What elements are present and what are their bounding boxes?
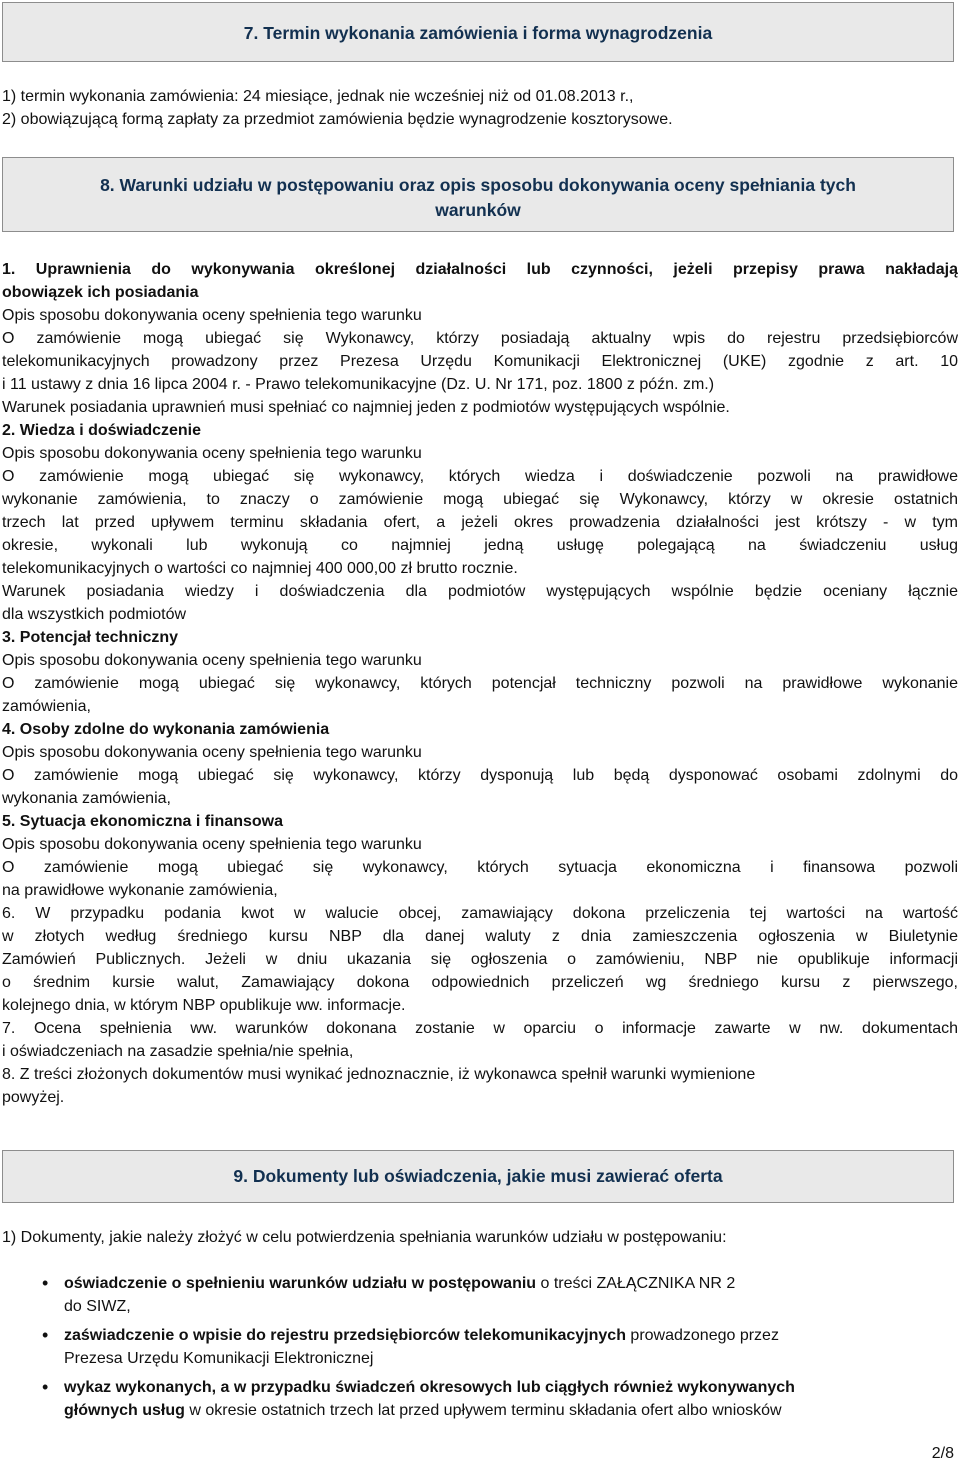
document-desc: o treści ZAŁĄCZNIKA NR 2	[536, 1275, 736, 1292]
condition-2-title: 2. Wiedza i doświadczenie	[2, 422, 202, 439]
section-7-line: 1) termin wykonania zamówienia: 24 miesiące, jednak nie wcześniej niż od 01.08.2013 r.,	[2, 88, 634, 105]
section-7-heading-box	[2, 2, 954, 62]
document-desc: w okresie ostatnich trzech lat przed upływem terminu składania ofert albo wniosków	[184, 1402, 782, 1419]
evaluation-method-label: Opis sposobu dokonywania oceny spełnienia tego warunku	[2, 445, 422, 462]
condition-4-title: 4. Osoby zdolne do wykonania zamówienia	[2, 721, 330, 738]
section-8-line: na prawidłowe wykonanie zamówienia,	[2, 882, 278, 899]
document-name-cont: głównych usług	[64, 1402, 185, 1419]
section-8-line: telekomunikacyjnych prowadzony przez Prezesa Urzędu Komunikacji Elektronicznej (UKE) zgodnie z art. 10	[2, 353, 958, 370]
section-8-line: O zamówienie mogą ubiegać się wykonawcy, których potencjał techniczny pozwoli na prawidłowe wykonanie	[2, 675, 958, 692]
section-8-line: okresie, wykonali lub wykonują co najmniej jedną usługę polegającą na świadczeniu usług	[2, 537, 958, 554]
list-item	[0, 1272, 960, 1318]
page-number: 2/8	[931, 1445, 954, 1462]
section-8-line: dla wszystkich podmiotów	[2, 606, 187, 623]
section-8-line: powyżej.	[2, 1089, 65, 1106]
section-8-line: O zamówienie mogą ubiegać się Wykonawcy, którzy posiadają aktualny wpis do rejestru przedsiębiorców	[2, 330, 958, 347]
evaluation-method-label: Opis sposobu dokonywania oceny spełnienia tego warunku	[2, 652, 422, 669]
section-8-line: Warunek posiadania wiedzy i doświadczenia dla podmiotów występujących wspólnie będzie oceniany łącznie	[2, 583, 958, 600]
document-desc-cont: do SIWZ,	[64, 1298, 131, 1315]
section-8-line: 7. Ocena spełnienia ww. warunków dokonana zostanie w oparciu o informacje zawarte w nw. dokumentach	[2, 1020, 958, 1037]
list-item	[0, 1376, 960, 1422]
section-8-heading-line1: 8. Warunki udziału w postępowaniu oraz opis sposobu dokonywania oceny spełniania tych	[100, 175, 856, 195]
section-8-line: o średnim kursie walut, Zamawiający dokona odpowiednich przeliczeń wg średniego kursu z pierwszego,	[2, 974, 958, 991]
document-name: wykaz wykonanych, a w przypadku świadczeń okresowych lub ciągłych również wykonywanych	[64, 1379, 795, 1396]
section-8-line: telekomunikacyjnych o wartości co najmniej 400 000,00 zł brutto rocznie.	[2, 560, 518, 577]
document-name: zaświadczenie o wpisie do rejestru przedsiębiorców telekomunikacyjnych	[64, 1327, 626, 1344]
section-8-heading-box	[2, 157, 954, 232]
section-9-heading: 9. Dokumenty lub oświadczenia, jakie musi zawierać oferta	[233, 1166, 723, 1186]
section-9-heading-box	[2, 1150, 954, 1203]
condition-5-title: 5. Sytuacja ekonomiczna i finansowa	[2, 813, 283, 830]
section-8-content	[2, 258, 958, 1109]
document-desc-cont: Prezesa Urzędu Komunikacji Elektronicznej	[64, 1350, 374, 1367]
section-8-line: 8. Z treści złożonych dokumentów musi wynikać jednoznacznie, iż wykonawca spełnił warunki wymienione	[2, 1066, 756, 1083]
evaluation-method-label: Opis sposobu dokonywania oceny spełnienia tego warunku	[2, 836, 422, 853]
condition-1-title-cont: obowiązek ich posiadania	[2, 284, 199, 301]
required-documents-list	[0, 1272, 960, 1428]
section-7-line: 2) obowiązującą formą zapłaty za przedmiot zamówienia będzie wynagrodzenie kosztorysowe.	[2, 111, 673, 128]
section-7-content	[2, 85, 958, 131]
section-8-heading-line2: warunków	[435, 200, 521, 220]
section-8-line: w złotych według średniego kursu NBP dla danej waluty z dnia zamieszczenia ogłoszenia w Biuletynie	[2, 928, 958, 945]
condition-1-title: 1. Uprawnienia do wykonywania określonej działalności lub czynności, jeżeli przepisy prawa nakładają	[2, 261, 958, 278]
evaluation-method-label: Opis sposobu dokonywania oceny spełnienia tego warunku	[2, 307, 422, 324]
section-8-line: wykonania zamówienia,	[2, 790, 171, 807]
section-8-line: i 11 ustawy z dnia 16 lipca 2004 r. - Prawo telekomunikacyjne (Dz. U. Nr 171, poz. 1800 z późn. zm.)	[2, 376, 715, 393]
section-8-line: trzech lat przed upływem terminu składania ofert, a jeżeli okres prowadzenia działalności jest krótszy - w tym	[2, 514, 958, 531]
document-name: oświadczenie o spełnieniu warunków udziału w postępowaniu	[64, 1275, 537, 1292]
section-8-line: 6. W przypadku podania kwot w walucie obcej, zamawiający dokona przeliczenia tej wartości na wartość	[2, 905, 958, 922]
evaluation-method-label: Opis sposobu dokonywania oceny spełnienia tego warunku	[2, 744, 422, 761]
section-7-heading: 7. Termin wykonania zamówienia i forma wynagrodzenia	[243, 23, 713, 43]
section-8-line: Zamówień Publicznych. Jeżeli w dniu ukazania się ogłoszenia o zamówieniu, NBP nie opublikuje informacji	[2, 951, 958, 968]
section-8-line: O zamówienie mogą ubiegać się wykonawcy, którzy dysponują lub będą dysponować osobami zdolnymi do	[2, 767, 958, 784]
section-8-line: Warunek posiadania uprawnień musi spełniać co najmniej jeden z podmiotów występujących wspólnie.	[2, 399, 730, 416]
section-8-line: i oświadczeniach na zasadzie spełnia/nie spełnia,	[2, 1043, 354, 1060]
section-8-line: zamówienia,	[2, 698, 91, 715]
section-8-line: O zamówienie mogą ubiegać się wykonawcy, których sytuacja ekonomiczna i finansowa pozwoli	[2, 859, 958, 876]
section-9-intro: 1) Dokumenty, jakie należy złożyć w celu potwierdzenia spełniania warunków udziału w postępowaniu:	[2, 1229, 727, 1246]
section-8-line: kolejnego dnia, w którym NBP opublikuje ww. informacje.	[2, 997, 406, 1014]
section-9-intro-block	[2, 1226, 958, 1249]
list-item	[0, 1324, 960, 1370]
section-8-line: O zamówienie mogą ubiegać się wykonawcy, których wiedza i doświadczenie pozwoli na prawidłowe	[2, 468, 958, 485]
condition-3-title: 3. Potencjał techniczny	[2, 629, 179, 646]
document-desc: prowadzonego przez	[625, 1327, 779, 1344]
section-8-line: wykonanie zamówienia, to znaczy o zamówienie mogą ubiegać się Wykonawcy, którzy w okresie ostatnich	[2, 491, 958, 508]
